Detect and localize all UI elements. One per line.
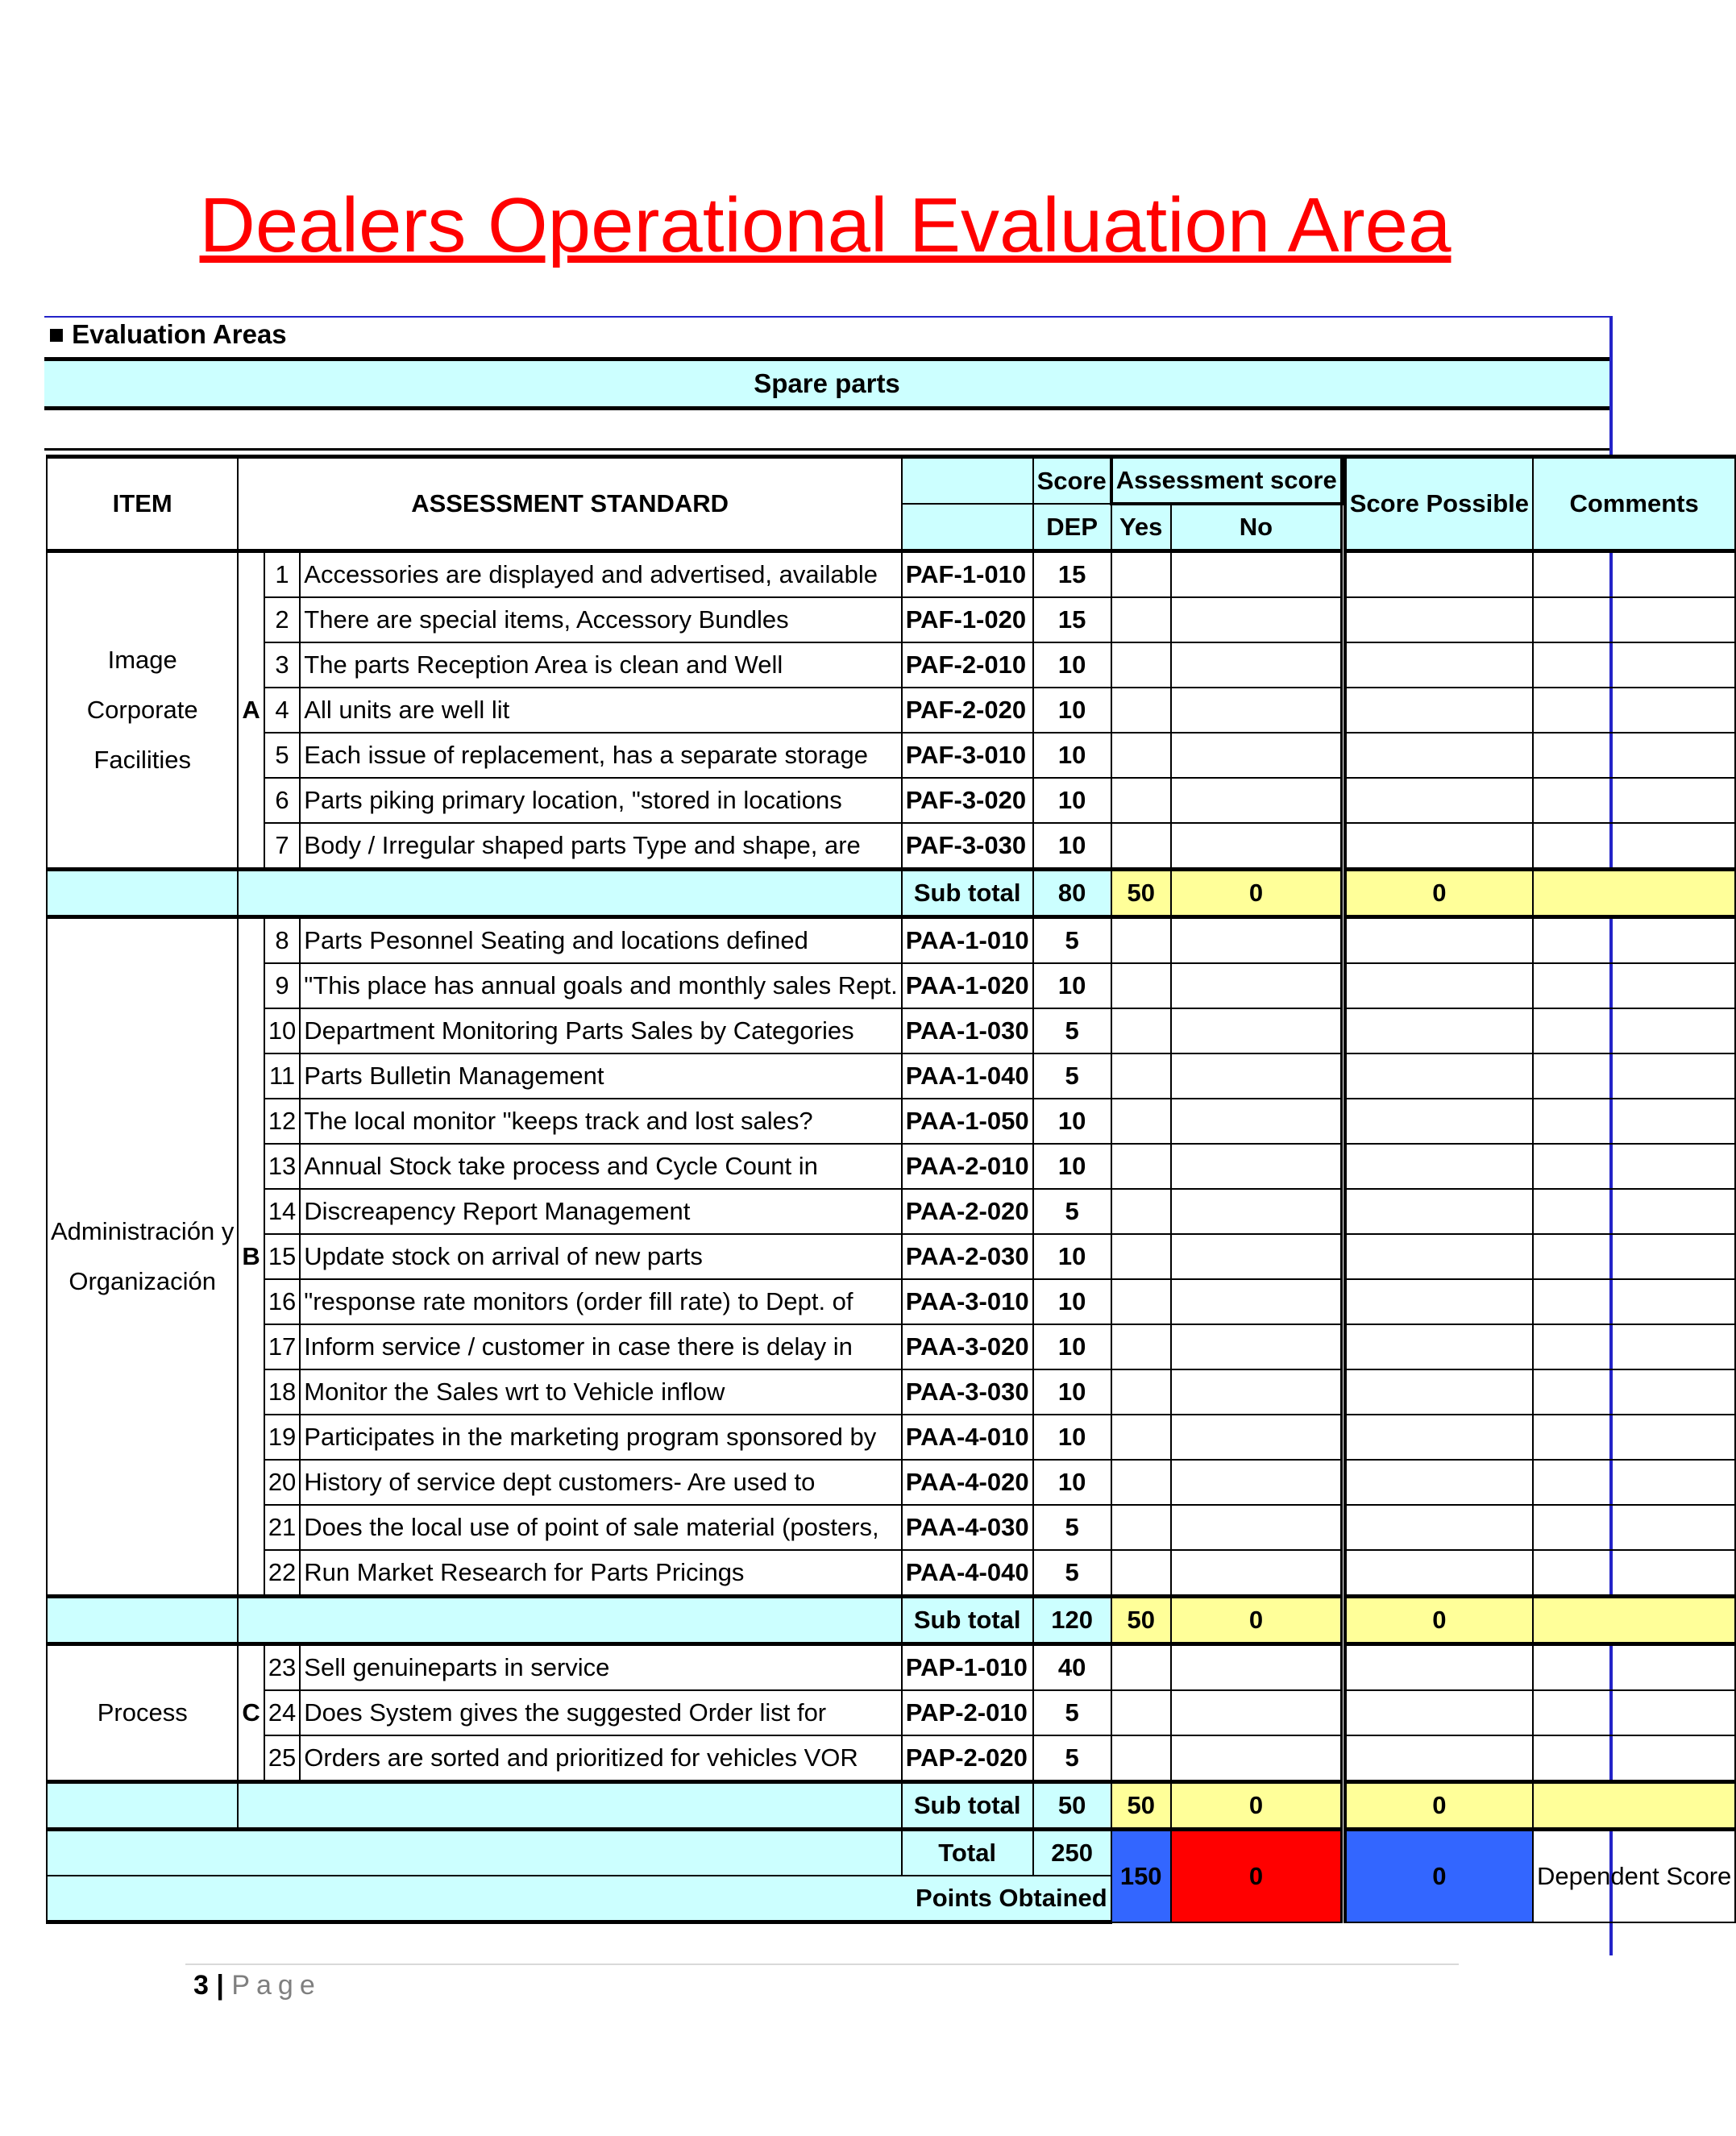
item-category <box>47 1644 238 1782</box>
standard-text: Discreapency Report Management <box>300 1189 902 1234</box>
subtotal-dep: 50 <box>1033 1782 1111 1830</box>
score-possible-cell[interactable] <box>1345 1550 1533 1597</box>
dep-score: 10 <box>1033 1415 1111 1460</box>
row-number: 14 <box>264 1189 300 1234</box>
row-number: 11 <box>264 1053 300 1099</box>
comments-cell[interactable] <box>1533 1008 1735 1053</box>
yes-cell[interactable] <box>1111 1415 1171 1460</box>
table-row <box>47 1234 1735 1279</box>
yes-cell[interactable] <box>1111 551 1171 598</box>
row-number: 19 <box>264 1415 300 1460</box>
no-cell[interactable] <box>1171 917 1342 964</box>
no-cell[interactable] <box>1171 1505 1342 1550</box>
item-header: ITEM <box>47 457 238 551</box>
comments-cell[interactable] <box>1533 1189 1735 1234</box>
standard-text: Orders are sorted and prioritized for vehicles VOR <box>300 1735 902 1782</box>
no-cell[interactable] <box>1171 1008 1342 1053</box>
comments-cell[interactable] <box>1533 733 1735 778</box>
subtotal-yes: 50 <box>1111 870 1171 917</box>
standard-text: Department Monitoring Parts Sales by Categories <box>300 1008 902 1053</box>
comments-cell[interactable] <box>1533 1369 1735 1415</box>
standard-code: PAA-4-010 <box>902 1415 1033 1460</box>
standard-code: PAA-1-030 <box>902 1008 1033 1053</box>
total-label: Total <box>938 1839 997 1867</box>
standard-code: PAA-3-030 <box>902 1369 1033 1415</box>
no-cell[interactable] <box>1171 688 1342 733</box>
row-number: 15 <box>264 1234 300 1279</box>
total-dep: 250 <box>1033 1830 1111 1876</box>
standard-text: Participates in the marketing program sponsored by <box>300 1415 902 1460</box>
comments-cell[interactable] <box>1533 778 1735 823</box>
standard-header: ASSESSMENT STANDARD <box>238 457 901 551</box>
subtotal-comments <box>1533 870 1735 917</box>
dep-score: 10 <box>1033 1234 1111 1279</box>
standard-code: PAA-4-020 <box>902 1460 1033 1505</box>
page-word: Page <box>231 1970 322 2001</box>
dep-score: 5 <box>1033 1008 1111 1053</box>
subtotal-item-blank <box>47 1597 238 1644</box>
subtotal-row <box>47 870 1735 917</box>
yes-cell[interactable] <box>1111 1144 1171 1189</box>
standard-text: Sell genuineparts in service <box>300 1644 902 1691</box>
standard-code: PAA-2-020 <box>902 1189 1033 1234</box>
section-letter: B <box>238 917 264 1597</box>
standard-code: PAF-2-010 <box>902 642 1033 688</box>
score-possible-cell[interactable] <box>1345 1415 1533 1460</box>
comments-cell[interactable] <box>1533 1644 1735 1691</box>
dep-score: 10 <box>1033 1460 1111 1505</box>
subtotal-comments <box>1533 1597 1735 1644</box>
comments-cell[interactable] <box>1533 1099 1735 1144</box>
score-possible-cell[interactable] <box>1345 778 1533 823</box>
table-row <box>47 597 1735 642</box>
no-cell[interactable] <box>1171 597 1342 642</box>
dep-score: 5 <box>1033 1735 1111 1782</box>
item-category-line: Process <box>97 1698 188 1727</box>
standard-code: PAA-1-050 <box>902 1099 1033 1144</box>
total-label-cell <box>902 1830 1033 1876</box>
subtotal-dep: 120 <box>1033 1597 1111 1644</box>
standard-text: Accessories are displayed and advertised, available <box>300 551 902 598</box>
row-number: 18 <box>264 1369 300 1415</box>
total-comment: Dependent Score <box>1533 1830 1735 1922</box>
row-number: 4 <box>264 688 300 733</box>
row-number: 1 <box>264 551 300 598</box>
standard-code: PAA-4-030 <box>902 1505 1033 1550</box>
no-cell[interactable] <box>1171 1415 1342 1460</box>
yes-cell[interactable] <box>1111 688 1171 733</box>
yes-cell[interactable] <box>1111 1460 1171 1505</box>
score-possible-cell[interactable] <box>1345 1279 1533 1324</box>
yes-cell[interactable] <box>1111 642 1171 688</box>
item-category-line: Image <box>107 646 177 674</box>
table-row <box>47 1735 1735 1782</box>
table-row <box>47 917 1735 964</box>
points-obtained-label: Points Obtained <box>47 1876 1111 1922</box>
assessment-score-header: Assessment score <box>1111 457 1342 505</box>
no-cell[interactable] <box>1171 1735 1342 1782</box>
standard-text: Inform service / customer in case there is delay in <box>300 1324 902 1369</box>
row-number: 3 <box>264 642 300 688</box>
standard-text: Does System gives the suggested Order list for <box>300 1690 902 1735</box>
table-row <box>47 1099 1735 1144</box>
score-possible-cell[interactable] <box>1345 917 1533 964</box>
dep-score: 40 <box>1033 1644 1111 1691</box>
subtotal-possible: 0 <box>1345 1782 1533 1830</box>
no-cell[interactable] <box>1171 1099 1342 1144</box>
dep-score: 10 <box>1033 733 1111 778</box>
standard-code: PAF-2-020 <box>902 688 1033 733</box>
score-possible-cell[interactable] <box>1345 597 1533 642</box>
table-row <box>47 688 1735 733</box>
score-possible-cell[interactable] <box>1345 1690 1533 1735</box>
comments-cell[interactable] <box>1533 1550 1735 1597</box>
comments-cell[interactable] <box>1533 642 1735 688</box>
dep-score: 10 <box>1033 1369 1111 1415</box>
subtotal-no: 0 <box>1171 1597 1342 1644</box>
standard-text: All units are well lit <box>300 688 902 733</box>
page-number: 3 <box>193 1970 209 2001</box>
table-row <box>47 1550 1735 1597</box>
no-cell[interactable] <box>1171 1324 1342 1369</box>
page-footer <box>193 1970 322 2001</box>
standard-text: Does the local use of point of sale material (posters, <box>300 1505 902 1550</box>
evaluation-table <box>46 455 1736 1924</box>
yes-cell[interactable] <box>1111 1234 1171 1279</box>
dep-score: 10 <box>1033 1144 1111 1189</box>
dep-score: 5 <box>1033 1189 1111 1234</box>
dep-score: 10 <box>1033 1324 1111 1369</box>
no-cell[interactable] <box>1171 1644 1342 1691</box>
score-possible-cell[interactable] <box>1345 688 1533 733</box>
dep-score: 10 <box>1033 1099 1111 1144</box>
no-cell[interactable] <box>1171 733 1342 778</box>
dep-score: 10 <box>1033 963 1111 1008</box>
table-row <box>47 1053 1735 1099</box>
standard-text: "response rate monitors (order fill rate) to Dept. of <box>300 1279 902 1324</box>
yes-cell[interactable] <box>1111 1690 1171 1735</box>
standard-code: PAA-1-010 <box>902 917 1033 964</box>
subtotal-row <box>47 1597 1735 1644</box>
standard-code: PAA-2-010 <box>902 1144 1033 1189</box>
no-cell[interactable] <box>1171 1053 1342 1099</box>
yes-cell[interactable] <box>1111 1279 1171 1324</box>
yes-cell[interactable] <box>1111 778 1171 823</box>
item-category <box>47 551 238 870</box>
yes-cell[interactable] <box>1111 917 1171 964</box>
score-possible-cell[interactable] <box>1345 1460 1533 1505</box>
table-row <box>47 551 1735 598</box>
comments-cell[interactable] <box>1533 1324 1735 1369</box>
standard-code: PAF-3-010 <box>902 733 1033 778</box>
row-number: 9 <box>264 963 300 1008</box>
standard-code: PAP-1-010 <box>902 1644 1033 1691</box>
score-possible-cell[interactable] <box>1345 551 1533 598</box>
page-separator: | <box>216 1970 224 2001</box>
standard-text: Each issue of replacement, has a separate storage <box>300 733 902 778</box>
comments-cell[interactable] <box>1533 823 1735 870</box>
dep-score: 10 <box>1033 642 1111 688</box>
total-blank <box>47 1830 902 1876</box>
no-cell[interactable] <box>1171 1369 1342 1415</box>
code-header-blank <box>902 457 1033 505</box>
subtotal-blank <box>238 1597 901 1644</box>
comments-cell[interactable] <box>1533 917 1735 964</box>
subtotal-no: 0 <box>1171 870 1342 917</box>
dep-score: 10 <box>1033 823 1111 870</box>
standard-code: PAA-1-040 <box>902 1053 1033 1099</box>
spare-parts-band: Spare parts <box>44 357 1609 410</box>
standard-text: There are special items, Accessory Bundles <box>300 597 902 642</box>
subtotal-comments <box>1533 1782 1735 1830</box>
no-cell[interactable] <box>1171 642 1342 688</box>
no-cell[interactable] <box>1171 1234 1342 1279</box>
comments-cell[interactable] <box>1533 1144 1735 1189</box>
dep-score: 10 <box>1033 1279 1111 1324</box>
no-cell[interactable] <box>1171 778 1342 823</box>
subtotal-yes: 50 <box>1111 1782 1171 1830</box>
row-number: 12 <box>264 1099 300 1144</box>
dep-score: 10 <box>1033 688 1111 733</box>
item-category-line: Organización <box>69 1267 217 1295</box>
row-number: 17 <box>264 1324 300 1369</box>
row-number: 25 <box>264 1735 300 1782</box>
standard-text: Run Market Research for Parts Pricings <box>300 1550 902 1597</box>
standard-code: PAA-3-010 <box>902 1279 1033 1324</box>
yes-cell[interactable] <box>1111 733 1171 778</box>
standard-text: Parts piking primary location, "stored in locations <box>300 778 902 823</box>
subtotal-row <box>47 1782 1735 1830</box>
row-number: 20 <box>264 1460 300 1505</box>
header-row-1 <box>47 457 1735 505</box>
item-category <box>47 917 238 1597</box>
table-row <box>47 733 1735 778</box>
dep-score: 15 <box>1033 597 1111 642</box>
table-row <box>47 642 1735 688</box>
comments-cell[interactable] <box>1533 1415 1735 1460</box>
score-possible-cell[interactable] <box>1345 1644 1533 1691</box>
standard-code: PAA-2-030 <box>902 1234 1033 1279</box>
standard-text: Parts Bulletin Management <box>300 1053 902 1099</box>
score-possible-cell[interactable] <box>1345 1099 1533 1144</box>
subtotal-dep: 80 <box>1033 870 1111 917</box>
yes-cell[interactable] <box>1111 1644 1171 1691</box>
table-row <box>47 1369 1735 1415</box>
score-possible-header: Score Possible <box>1345 457 1533 551</box>
standard-code: PAF-3-030 <box>902 823 1033 870</box>
table-row <box>47 1644 1735 1691</box>
row-number: 24 <box>264 1690 300 1735</box>
table-row <box>47 1189 1735 1234</box>
row-number: 10 <box>264 1008 300 1053</box>
yes-cell[interactable] <box>1111 1099 1171 1144</box>
standard-text: "This place has annual goals and monthly sales Rept. <box>300 963 902 1008</box>
score-possible-cell[interactable] <box>1345 1324 1533 1369</box>
row-number: 5 <box>264 733 300 778</box>
comments-cell[interactable] <box>1533 963 1735 1008</box>
table-row <box>47 823 1735 870</box>
row-number: 7 <box>264 823 300 870</box>
table-row <box>47 1324 1735 1369</box>
subtotal-item-blank <box>47 1782 238 1830</box>
table-row <box>47 1460 1735 1505</box>
table-row <box>47 963 1735 1008</box>
table-row <box>47 1690 1735 1735</box>
dep-score: 10 <box>1033 778 1111 823</box>
standard-code: PAA-1-020 <box>902 963 1033 1008</box>
subtotal-blank <box>238 870 901 917</box>
no-cell[interactable] <box>1171 1690 1342 1735</box>
comments-cell[interactable] <box>1533 688 1735 733</box>
table-row <box>47 1144 1735 1189</box>
comments-cell[interactable] <box>1533 1690 1735 1735</box>
section-label: ■ Evaluation Areas <box>48 319 287 349</box>
yes-cell[interactable] <box>1111 1008 1171 1053</box>
standard-text: The parts Reception Area is clean and Well <box>300 642 902 688</box>
standard-text: History of service dept customers- Are used to <box>300 1460 902 1505</box>
score-possible-cell[interactable] <box>1345 1735 1533 1782</box>
code-header-blank-2 <box>902 504 1033 551</box>
comments-cell[interactable] <box>1533 597 1735 642</box>
dep-score: 5 <box>1033 1505 1111 1550</box>
yes-cell[interactable] <box>1111 1505 1171 1550</box>
subtotal-label: Sub total <box>902 1597 1033 1644</box>
standard-text: Monitor the Sales wrt to Vehicle inflow <box>300 1369 902 1415</box>
row-number: 8 <box>264 917 300 964</box>
row-number: 21 <box>264 1505 300 1550</box>
subtotal-label: Sub total <box>902 870 1033 917</box>
footer-rule <box>185 1964 1459 1965</box>
yes-cell[interactable] <box>1111 1053 1171 1099</box>
comments-cell[interactable] <box>1533 1279 1735 1324</box>
standard-code: PAF-1-020 <box>902 597 1033 642</box>
table-row <box>47 778 1735 823</box>
divider <box>44 448 1609 451</box>
total-yes: 150 <box>1111 1830 1171 1922</box>
section-letter: C <box>238 1644 264 1782</box>
subtotal-possible: 0 <box>1345 870 1533 917</box>
standard-code: PAA-4-040 <box>902 1550 1033 1597</box>
yes-cell[interactable] <box>1111 597 1171 642</box>
score-header: Score <box>1033 457 1111 505</box>
table-row <box>47 1505 1735 1550</box>
score-possible-cell[interactable] <box>1345 1189 1533 1234</box>
row-number: 2 <box>264 597 300 642</box>
subtotal-blank <box>238 1782 901 1830</box>
score-possible-cell[interactable] <box>1345 1369 1533 1415</box>
dep-score: 15 <box>1033 551 1111 598</box>
dep-header: DEP <box>1033 504 1111 551</box>
comments-cell[interactable] <box>1533 1505 1735 1550</box>
score-possible-cell[interactable] <box>1345 1505 1533 1550</box>
table-row <box>47 1008 1735 1053</box>
dep-score: 5 <box>1033 1690 1111 1735</box>
no-cell[interactable] <box>1171 1144 1342 1189</box>
standard-text: Body / Irregular shaped parts Type and shape, are <box>300 823 902 870</box>
score-possible-cell[interactable] <box>1345 1144 1533 1189</box>
score-possible-cell[interactable] <box>1345 823 1533 870</box>
comments-header: Comments <box>1533 457 1735 551</box>
dep-score: 5 <box>1033 1550 1111 1597</box>
yes-cell[interactable] <box>1111 1369 1171 1415</box>
yes-cell[interactable] <box>1111 1324 1171 1369</box>
table-row <box>47 1279 1735 1324</box>
total-no: 0 <box>1171 1830 1342 1922</box>
no-cell[interactable] <box>1171 1550 1342 1597</box>
row-number: 23 <box>264 1644 300 1691</box>
standard-text: Annual Stock take process and Cycle Count in <box>300 1144 902 1189</box>
subtotal-label: Sub total <box>902 1782 1033 1830</box>
comments-cell[interactable] <box>1533 1053 1735 1099</box>
score-possible-cell[interactable] <box>1345 1008 1533 1053</box>
standard-text: Update stock on arrival of new parts <box>300 1234 902 1279</box>
subtotal-no: 0 <box>1171 1782 1342 1830</box>
item-category-line: Administración y <box>51 1217 235 1245</box>
comments-cell[interactable] <box>1533 1234 1735 1279</box>
table-row <box>47 1415 1735 1460</box>
standard-code: PAF-1-010 <box>902 551 1033 598</box>
comments-cell[interactable] <box>1533 1735 1735 1782</box>
standard-text: Parts Pesonnel Seating and locations defined <box>300 917 902 964</box>
standard-text: The local monitor "keeps track and lost sales? <box>300 1099 902 1144</box>
page-title: Dealers Operational Evaluation Area <box>199 182 1452 268</box>
standard-code: PAA-3-020 <box>902 1324 1033 1369</box>
yes-cell[interactable] <box>1111 1735 1171 1782</box>
no-cell[interactable] <box>1171 963 1342 1008</box>
subtotal-item-blank <box>47 870 238 917</box>
subtotal-possible: 0 <box>1345 1597 1533 1644</box>
row-number: 16 <box>264 1279 300 1324</box>
no-cell[interactable] <box>1171 1189 1342 1234</box>
section-letter: A <box>238 551 264 870</box>
item-category-line: Corporate <box>86 696 198 724</box>
no-cell[interactable] <box>1171 1279 1342 1324</box>
no-cell[interactable] <box>1171 1460 1342 1505</box>
score-possible-cell[interactable] <box>1345 1234 1533 1279</box>
dep-score: 5 <box>1033 1053 1111 1099</box>
comments-cell[interactable] <box>1533 1460 1735 1505</box>
yes-cell[interactable] <box>1111 823 1171 870</box>
row-number: 22 <box>264 1550 300 1597</box>
no-cell[interactable] <box>1171 823 1342 870</box>
row-number: 13 <box>264 1144 300 1189</box>
yes-cell[interactable] <box>1111 1550 1171 1597</box>
item-category-line: Facilities <box>93 746 191 774</box>
yes-cell[interactable] <box>1111 963 1171 1008</box>
no-cell[interactable] <box>1171 551 1342 598</box>
row-number: 6 <box>264 778 300 823</box>
score-possible-cell[interactable] <box>1345 733 1533 778</box>
standard-code: PAP-2-010 <box>902 1690 1033 1735</box>
total-possible: 0 <box>1345 1830 1533 1922</box>
dep-score: 5 <box>1033 917 1111 964</box>
yes-cell[interactable] <box>1111 1189 1171 1234</box>
subtotal-yes: 50 <box>1111 1597 1171 1644</box>
standard-code: PAP-2-020 <box>902 1735 1033 1782</box>
comments-cell[interactable] <box>1533 551 1735 598</box>
score-possible-cell[interactable] <box>1345 1053 1533 1099</box>
yes-header: Yes <box>1111 504 1171 551</box>
standard-code: PAF-3-020 <box>902 778 1033 823</box>
total-row <box>47 1830 1735 1876</box>
score-possible-cell[interactable] <box>1345 963 1533 1008</box>
score-possible-cell[interactable] <box>1345 642 1533 688</box>
no-header: No <box>1171 504 1342 551</box>
